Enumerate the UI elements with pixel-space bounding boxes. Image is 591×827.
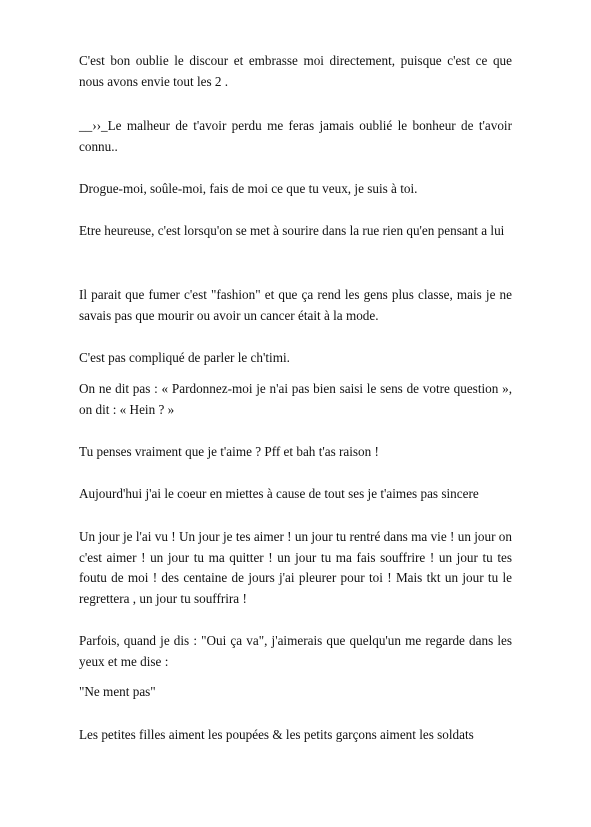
quote-paragraph: Aujourd'hui j'ai le coeur en miettes à cause de tout ses je t'aimes pas sincere [79, 486, 479, 501]
quote-paragraph: Un jour je l'ai vu ! Un jour je tes aimer ! un jour tu rentré dans ma vie ! un jour on c'est aimer ! un jour tu ma quitter ! un jour tu ma fais souffrire ! un jour tu tes foutu de moi ! des centaine de jours j'ai pleurer pour toi ! Mais tkt un jour tu le regrettera , un jour tu souffrira ! [79, 529, 512, 606]
quote-paragraph: On ne dit pas : « Pardonnez-moi je n'ai pas bien saisi le sens de votre question », on dit : « Hein ? » [79, 381, 512, 417]
quote-paragraph: Drogue-moi, soûle-moi, fais de moi ce que tu veux, je suis à toi. [79, 181, 418, 196]
quote-paragraph: Parfois, quand je dis : "Oui ça va", j'aimerais que quelqu'un me regarde dans les yeux et me dise : [79, 633, 512, 669]
quote-paragraph: Il parait que fumer c'est "fashion" et que ça rend les gens plus classe, mais je ne savais pas que mourir ou avoir un cancer était à la mode. [79, 287, 512, 323]
quote-paragraph: C'est bon oublie le discour et embrasse moi directement, puisque c'est ce que nous avons envie tout les 2 . [79, 53, 512, 89]
quote-paragraph: Les petites filles aiment les poupées & les petits garçons aiment les soldats [79, 727, 474, 742]
quote-paragraph: Etre heureuse, c'est lorsqu'on se met à sourire dans la rue rien qu'en pensant a lui [79, 223, 505, 238]
quote-paragraph: Tu penses vraiment que je t'aime ? Pff et bah t'as raison ! [79, 444, 379, 459]
quote-paragraph: C'est pas compliqué de parler le ch'timi. [79, 350, 290, 365]
quote-paragraph: __››_Le malheur de t'avoir perdu me feras jamais oublié le bonheur de t'avoir connu.. [79, 118, 512, 154]
quote-paragraph: "Ne ment pas" [79, 684, 156, 699]
